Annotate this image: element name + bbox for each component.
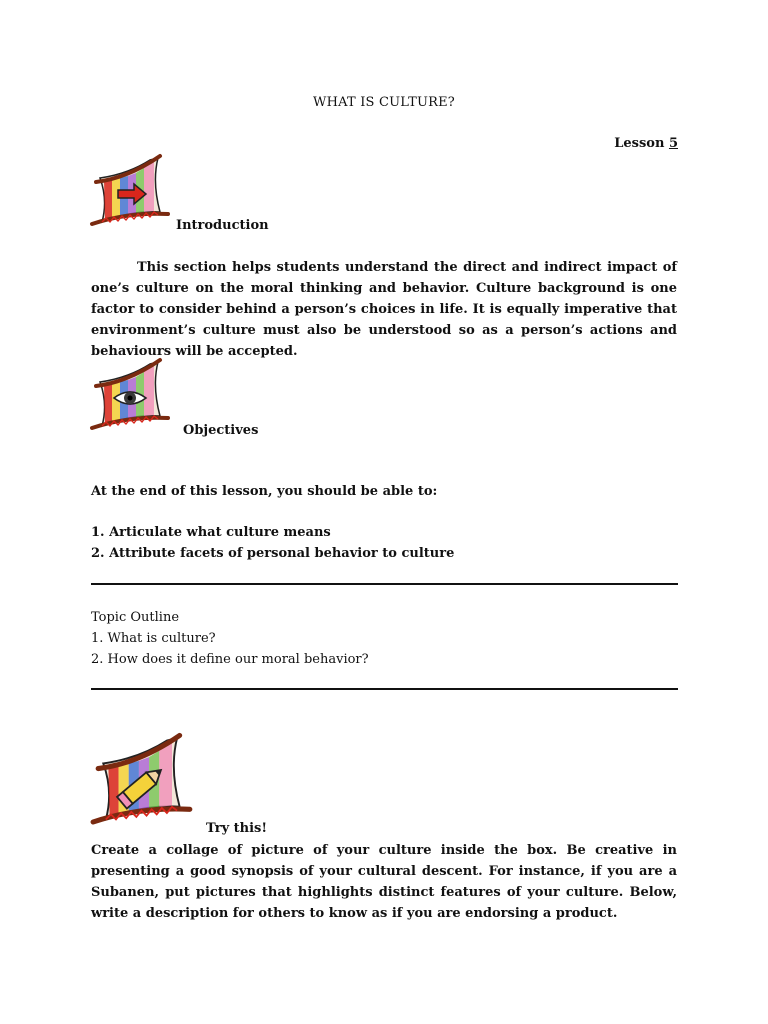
introduction-paragraph — [91, 257, 677, 362]
page-title: WHAT IS CULTURE? — [313, 95, 455, 110]
lesson-text: Lesson — [614, 136, 665, 151]
try-this-heading: Try this! — [206, 821, 268, 836]
introduction-heading: Introduction — [176, 218, 269, 233]
objectives-heading: Objectives — [183, 423, 259, 438]
lesson-number: 5 — [668, 136, 678, 151]
objectives-lead: At the end of this lesson, you should be able to: — [91, 484, 438, 499]
divider — [91, 583, 678, 585]
topic-outline-heading: Topic Outline — [91, 610, 180, 625]
divider — [91, 688, 678, 690]
topic-item: 2. How does it define our moral behavior? — [91, 652, 369, 667]
try-this-banner-icon — [88, 730, 200, 830]
eye-icon — [88, 356, 176, 434]
introduction-text: This section helps students understand the direct and indirect impact of one’s culture on the moral thinking and behavior. Culture background is one factor to consider behind a person’s choices in life. It is equally imperative that environment’s culture must also be understood so as a person’s actions and behaviours will be accepted. — [91, 260, 677, 359]
objective-item: 2. Attribute facets of personal behavior to culture — [91, 546, 455, 561]
objectives-banner-icon — [88, 356, 176, 434]
objective-item: 1. Articulate what culture means — [91, 525, 331, 540]
arrow-icon — [88, 152, 176, 230]
introduction-banner-icon — [88, 152, 176, 230]
topic-item: 1. What is culture? — [91, 631, 216, 646]
pencil-icon — [88, 730, 200, 830]
try-this-paragraph: Create a collage of picture of your culture inside the box. Be creative in presenting a good synopsis of your cultural descent. For instance, if you are a Subanen, put pictures that highlights distinct features of your culture. Below, write a description for others to know as if you are endorsing a product. — [91, 843, 677, 921]
lesson-label — [614, 136, 678, 151]
